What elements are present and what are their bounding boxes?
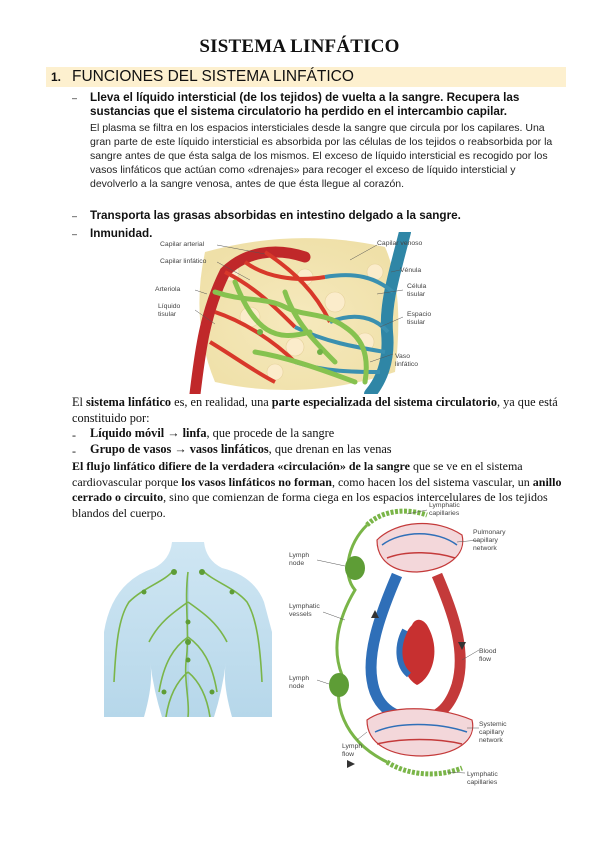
capillary-bed-illustration: [155, 232, 445, 394]
list-bullet: –: [72, 229, 78, 239]
section-number: 1.: [51, 70, 62, 84]
label-espacio-tisular: tisular: [407, 319, 426, 326]
paragraph-flow: El flujo linfático difiere de la verdadera «circulación» de la sangre que se ve en el sistema cardiovascular porque los vasos linfáticos no forman, como hacen los del sistema vascular, un anillo cerrado o circuito, sino que comienzan de forma ciega en los espacios intercelulares de los tejidos blandos del cuerpo.: [72, 459, 562, 520]
function-1-detail: El plasma se filtra en los espacios intersticiales desde la sangre que circula por los capilares. Una gran parte de este líquido intersticial es absorbida por las células de los tejidos o reabsorbida por la sangre antes de que ésta salga de los mismos. El exceso de líquido intersticial es recogido por los vasos linfáticos que actúan como «drenajes» para recoger el exceso de líquido intersticial y devolverlo a la sangre venosa, antes de que ésta llegue al corazón.: [90, 122, 553, 190]
list-bullet: -: [72, 444, 76, 458]
function-1-title: Lleva el líquido intersticial (de los tejidos) de vuelta a la sangre. Recupera las sustancias que el sistema circulatorio ha perdido en el intercambio capilar.: [90, 91, 520, 118]
component-item: Líquido móvil → linfa, que procede de la sangre: [90, 426, 335, 440]
label-lymph-node-bottom: Lymph: [289, 675, 310, 682]
label-vaso: Vaso: [395, 353, 410, 360]
label-arteriola: Arteriola: [155, 286, 181, 293]
label-systemic: Systemic: [479, 721, 507, 728]
label-lymphatic-capillaries-top: Lymphatic: [429, 502, 460, 509]
label-pulmonary: Pulmonary: [473, 529, 506, 536]
lymph-circulation-diagram: [287, 500, 513, 800]
label-celula: Célula: [407, 283, 427, 290]
label-lymph-flow: Lymph: [342, 743, 363, 750]
label-lymphatic-capillaries-bottom: Lymphatic: [467, 771, 498, 778]
paragraph-definition: El sistema linfático es, en realidad, una parte especializada del sistema circulatorio, ya que está constituido por:: [72, 395, 558, 425]
label-capilar-venoso: Capilar venoso: [377, 240, 423, 247]
label-vaso-linfatico: linfático: [395, 361, 419, 368]
section-heading: [46, 67, 566, 87]
label-lymphatic-vessels: Lymphatic: [289, 603, 320, 610]
label-lymphatic-vessels-2: vessels: [289, 611, 312, 618]
label-pulmonary-3: network: [473, 545, 497, 552]
label-capilar-linfatico: Capilar linfático: [160, 258, 207, 265]
page-title: SISTEMA LINFÁTICO: [199, 36, 400, 57]
label-blood-flow-2: flow: [479, 656, 492, 663]
label-lymph-node-top-2: node: [289, 560, 305, 567]
function-3-title: Inmunidad.: [90, 227, 153, 240]
label-capilar-arterial: Capilar arterial: [160, 241, 205, 248]
label-lymphatic-capillaries-bottom-2: capillaries: [467, 779, 498, 786]
label-celula-tisular: tisular: [407, 291, 426, 298]
label-venula: Vénula: [400, 267, 422, 274]
label-liquido: Líquido: [158, 303, 181, 310]
label-systemic-2: capillary: [479, 729, 504, 736]
label-lymph-flow-2: flow: [342, 751, 355, 758]
list-bullet: –: [72, 211, 78, 221]
section-heading-text: FUNCIONES DEL SISTEMA LINFÁTICO: [72, 68, 354, 85]
label-systemic-3: network: [479, 737, 503, 744]
label-lymphatic-capillaries-top-2: capillaries: [429, 510, 460, 517]
list-bullet: –: [72, 93, 78, 103]
label-liquido-tisular: tisular: [158, 311, 177, 318]
label-lymph-node-top: Lymph: [289, 552, 310, 559]
list-bullet: -: [72, 428, 76, 442]
label-blood-flow: Blood: [479, 648, 497, 655]
torso-lymphatic-illustration: [104, 542, 272, 717]
label-espacio: Espacio: [407, 311, 432, 318]
label-lymph-node-bottom-2: node: [289, 683, 305, 690]
function-2-title: Transporta las grasas absorbidas en intestino delgado a la sangre.: [90, 209, 461, 222]
component-item: Grupo de vasos → vasos linfáticos, que drenan en las venas: [90, 442, 392, 456]
label-pulmonary-2: capillary: [473, 537, 498, 544]
